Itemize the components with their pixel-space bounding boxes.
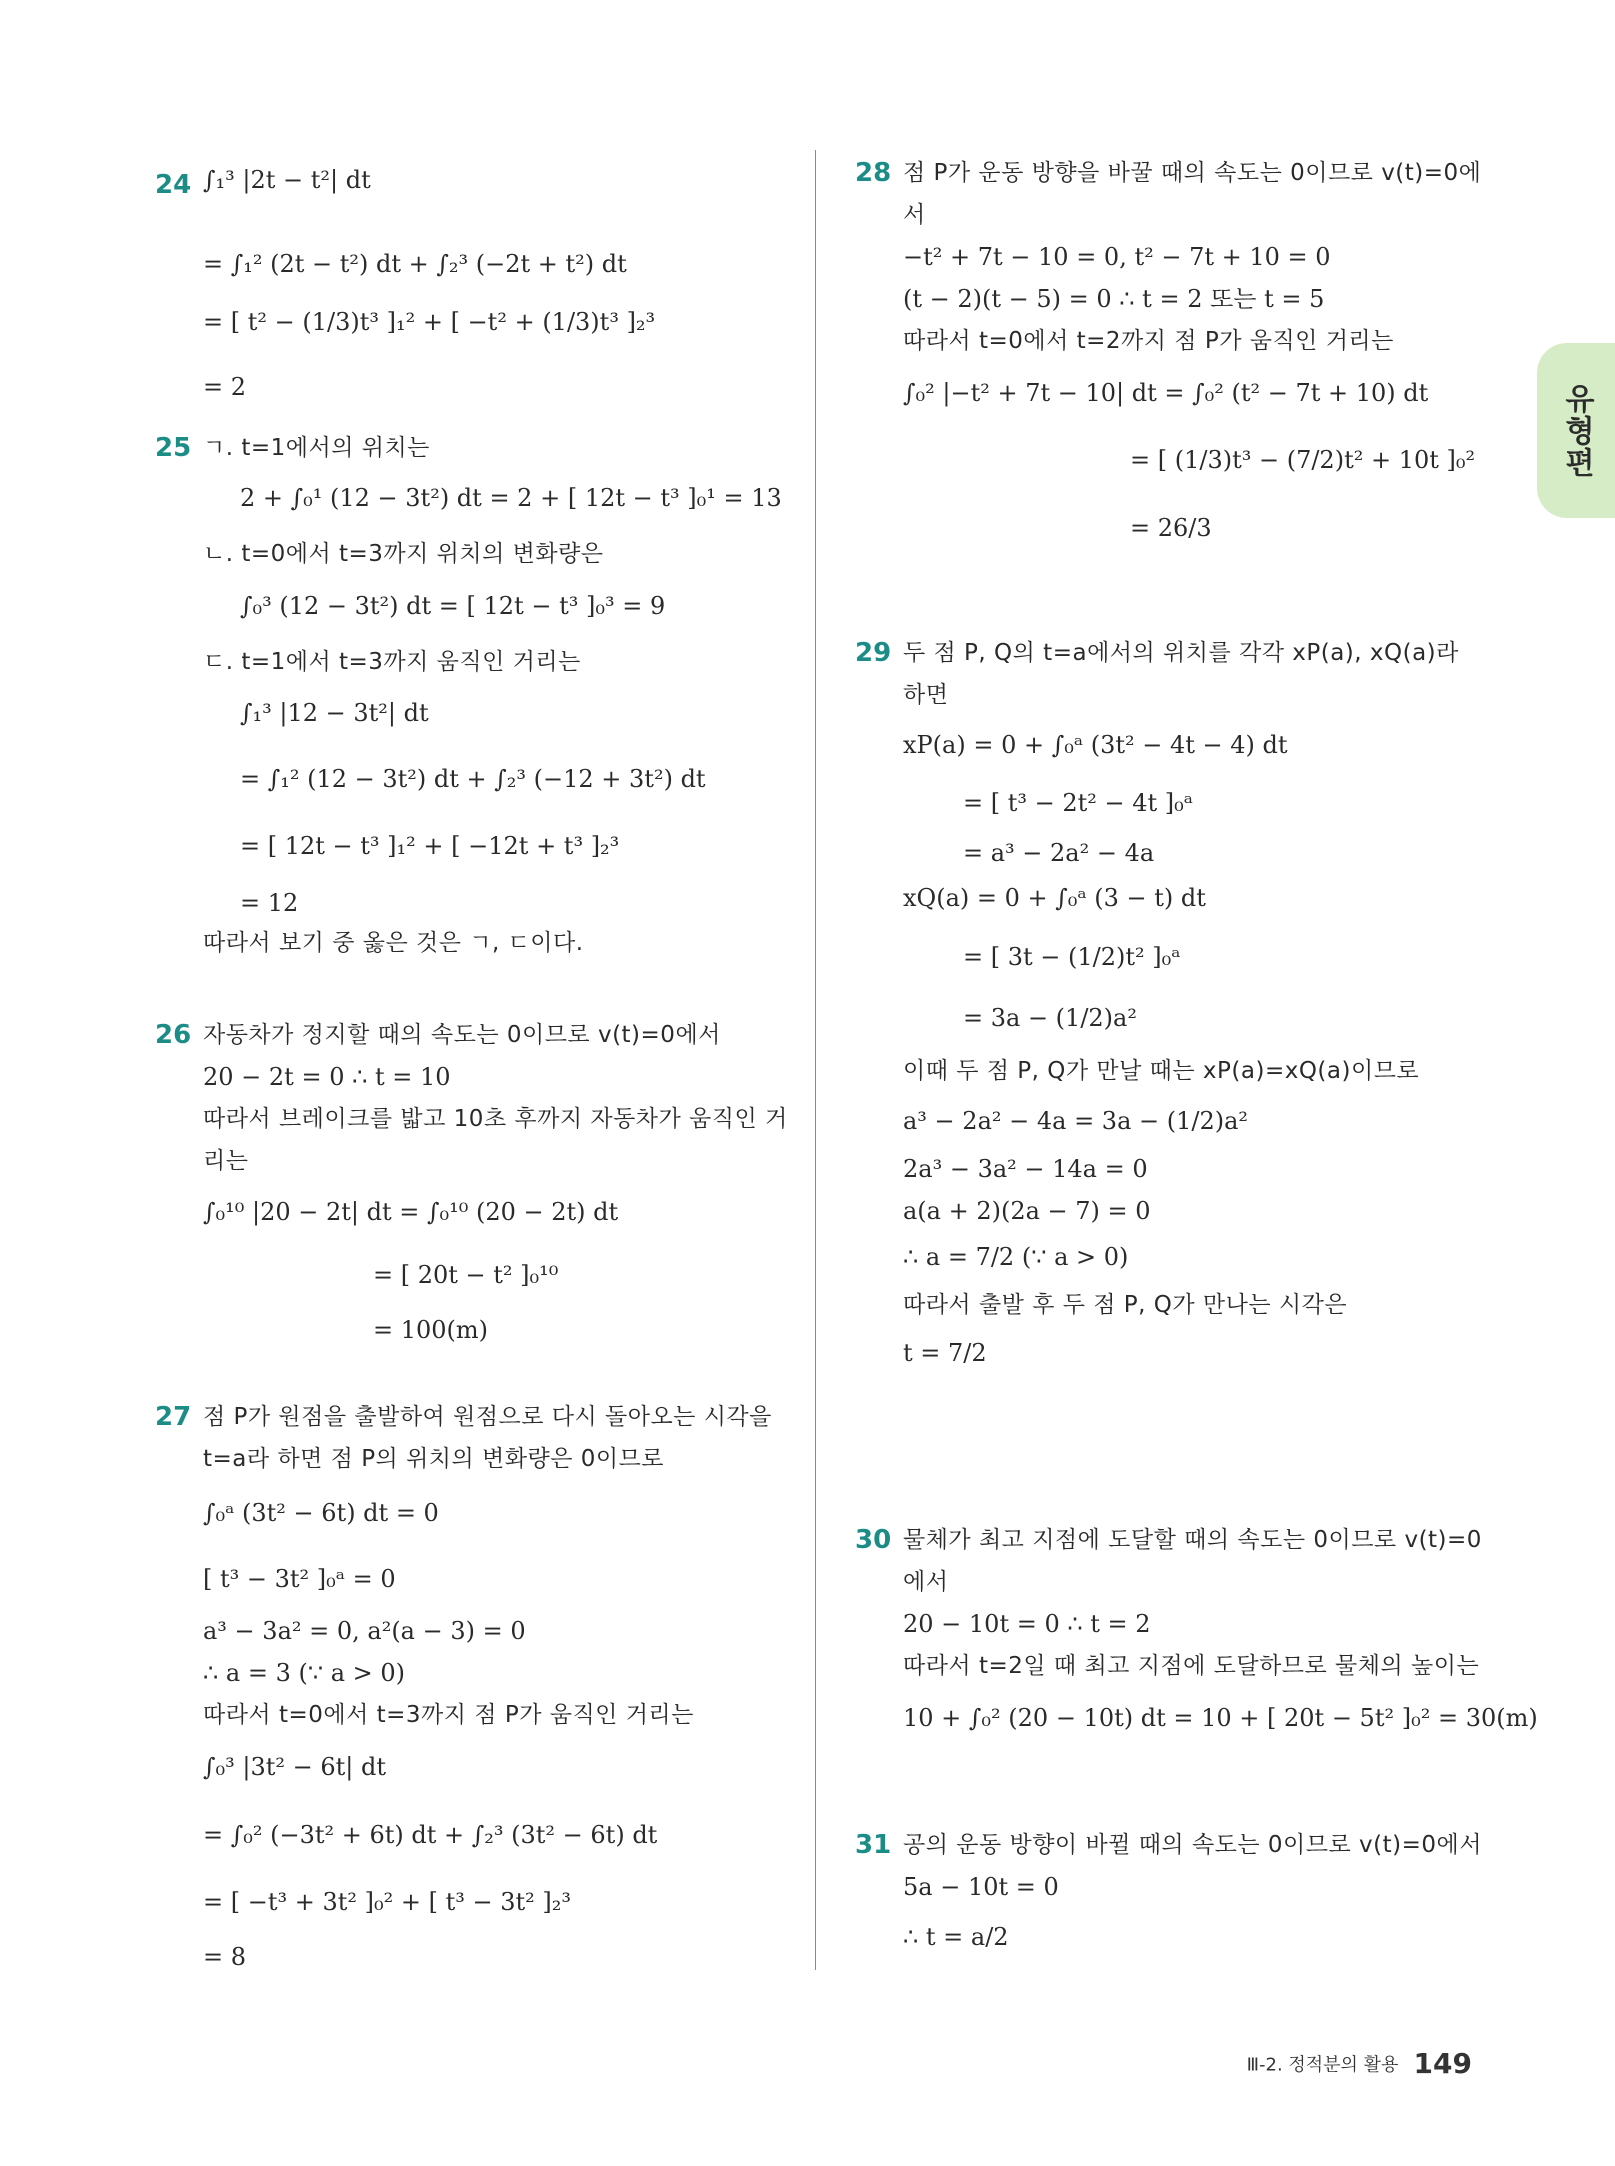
solution-line: t=a라 하면 점 P의 위치의 변화량은 0이므로 bbox=[203, 1446, 665, 1472]
section-side-tab bbox=[1537, 343, 1615, 518]
solution-line: 이때 두 점 P, Q가 만날 때는 xP(a)=xQ(a)이므로 bbox=[903, 1058, 1420, 1084]
solution-line: ∫₁³ |2t − t²| dt bbox=[203, 166, 371, 194]
solution-line: ∫₀ᵃ (3t² − 6t) dt = 0 bbox=[203, 1499, 439, 1527]
problem-number: 25 bbox=[155, 433, 192, 463]
solution-line: t = 7/2 bbox=[903, 1339, 987, 1367]
page-number: 149 bbox=[1413, 2047, 1472, 2080]
problem-number: 27 bbox=[155, 1402, 192, 1432]
page-footer bbox=[1247, 2047, 1472, 2080]
solution-line: 따라서 보기 중 옳은 것은 ㄱ, ㄷ이다. bbox=[203, 930, 584, 956]
solution-line: = 8 bbox=[203, 1943, 247, 1971]
solution-line: 10 + ∫₀² (20 − 10t) dt = 10 + [ 20t − 5t² ]₀² = 30(m) bbox=[903, 1704, 1538, 1732]
solution-line: ∫₀¹⁰ |20 − 2t| dt = ∫₀¹⁰ (20 − 2t) dt bbox=[203, 1198, 619, 1226]
solution-line: 따라서 t=0에서 t=3까지 점 P가 움직인 거리는 bbox=[203, 1702, 694, 1728]
solution-line: 하면 bbox=[903, 682, 949, 708]
solution-line: = [ 20t − t² ]₀¹⁰ bbox=[373, 1261, 559, 1289]
solution-line: 2 + ∫₀¹ (12 − 3t²) dt = 2 + [ 12t − t³ ]₀¹ = 13 bbox=[240, 484, 782, 512]
solution-line: 점 P가 원점을 출발하여 원점으로 다시 돌아오는 시각을 bbox=[203, 1404, 772, 1430]
solution-line: 2a³ − 3a² − 14a = 0 bbox=[903, 1155, 1148, 1183]
solution-line: 20 − 2t = 0 ∴ t = 10 bbox=[203, 1063, 451, 1091]
solution-line: ∫₀² |−t² + 7t − 10| dt = ∫₀² (t² − 7t + 10) dt bbox=[903, 379, 1429, 407]
solution-line: 따라서 t=0에서 t=2까지 점 P가 움직인 거리는 bbox=[903, 328, 1394, 354]
solution-line: = [ −t³ + 3t² ]₀² + [ t³ − 3t² ]₂³ bbox=[203, 1888, 572, 1916]
solution-line: ㄴ. t=0에서 t=3까지 위치의 변화량은 bbox=[203, 541, 604, 567]
solution-line: ∫₁³ |12 − 3t²| dt bbox=[240, 699, 429, 727]
solution-line: 에서 bbox=[903, 1569, 949, 1595]
solution-line: a(a + 2)(2a − 7) = 0 bbox=[903, 1197, 1151, 1225]
solution-line: = 100(m) bbox=[373, 1316, 489, 1344]
solution-line: 따라서 출발 후 두 점 P, Q가 만나는 시각은 bbox=[903, 1292, 1348, 1318]
solution-line: = ∫₀² (−3t² + 6t) dt + ∫₂³ (3t² − 6t) dt bbox=[203, 1821, 658, 1849]
solution-line: 따라서 t=2일 때 최고 지점에 도달하므로 물체의 높이는 bbox=[903, 1653, 1480, 1679]
solution-line: 20 − 10t = 0 ∴ t = 2 bbox=[903, 1610, 1151, 1638]
solution-line: a³ − 2a² − 4a = 3a − (1/2)a² bbox=[903, 1107, 1249, 1135]
solution-line: ∫₀³ |3t² − 6t| dt bbox=[203, 1753, 386, 1781]
solution-line: = ∫₁² (12 − 3t²) dt + ∫₂³ (−12 + 3t²) dt bbox=[240, 765, 706, 793]
column-divider bbox=[815, 150, 816, 1970]
section-label: Ⅲ-2. 정적분의 활용 bbox=[1246, 2054, 1399, 2076]
solution-line: (t − 2)(t − 5) = 0 ∴ t = 2 또는 t = 5 bbox=[903, 285, 1325, 313]
solution-line: = [ (1/3)t³ − (7/2)t² + 10t ]₀² bbox=[1130, 446, 1476, 474]
solution-line: = ∫₁² (2t − t²) dt + ∫₂³ (−2t + t²) dt bbox=[203, 250, 627, 278]
solution-line: 자동차가 정지할 때의 속도는 0이므로 v(t)=0에서 bbox=[203, 1022, 721, 1048]
solution-line: = 12 bbox=[240, 889, 299, 917]
solution-line: ∴ a = 3 (∵ a > 0) bbox=[203, 1659, 406, 1687]
problem-number: 31 bbox=[855, 1830, 892, 1860]
solution-line: ㄷ. t=1에서 t=3까지 움직인 거리는 bbox=[203, 649, 581, 675]
solution-line: xP(a) = 0 + ∫₀ᵃ (3t² − 4t − 4) dt bbox=[903, 731, 1288, 759]
solution-line: 물체가 최고 지점에 도달할 때의 속도는 0이므로 v(t)=0 bbox=[903, 1527, 1482, 1553]
problem-number: 29 bbox=[855, 638, 892, 668]
solution-line: ∴ t = a/2 bbox=[903, 1923, 1009, 1951]
solution-line: = a³ − 2a² − 4a bbox=[963, 839, 1155, 867]
solution-line: 공의 운동 방향이 바뀔 때의 속도는 0이므로 v(t)=0에서 bbox=[903, 1832, 1482, 1858]
solution-line: a³ − 3a² = 0, a²(a − 3) = 0 bbox=[203, 1617, 526, 1645]
solution-line: [ t³ − 3t² ]₀ᵃ = 0 bbox=[203, 1565, 396, 1593]
solution-line: ㄱ. t=1에서의 위치는 bbox=[203, 435, 430, 461]
solution-line: 리는 bbox=[203, 1148, 249, 1174]
solution-line: = [ t² − (1/3)t³ ]₁² + [ −t² + (1/3)t³ ]₂³ bbox=[203, 308, 656, 336]
solution-line: 점 P가 운동 방향을 바꿀 때의 속도는 0이므로 v(t)=0에 bbox=[903, 160, 1482, 186]
solution-line: 5a − 10t = 0 bbox=[903, 1873, 1059, 1901]
solution-line: = [ t³ − 2t² − 4t ]₀ᵃ bbox=[963, 789, 1194, 817]
solution-line: = 2 bbox=[203, 373, 247, 401]
solution-line: 따라서 브레이크를 밟고 10초 후까지 자동차가 움직인 거 bbox=[203, 1106, 788, 1132]
solution-line: 서 bbox=[903, 202, 926, 228]
solution-line: ∴ a = 7/2 (∵ a > 0) bbox=[903, 1243, 1129, 1271]
solution-line: xQ(a) = 0 + ∫₀ᵃ (3 − t) dt bbox=[903, 884, 1206, 912]
solution-line: = [ 12t − t³ ]₁² + [ −12t + t³ ]₂³ bbox=[240, 832, 620, 860]
problem-number: 26 bbox=[155, 1020, 192, 1050]
problem-number: 24 bbox=[155, 170, 192, 200]
solution-line: −t² + 7t − 10 = 0, t² − 7t + 10 = 0 bbox=[903, 243, 1331, 271]
problem-number: 28 bbox=[855, 158, 892, 188]
problem-number: 30 bbox=[855, 1525, 892, 1555]
side-tab-label: 유형편 bbox=[1559, 382, 1594, 479]
solution-line: = 26/3 bbox=[1130, 514, 1212, 542]
solution-line: ∫₀³ (12 − 3t²) dt = [ 12t − t³ ]₀³ = 9 bbox=[240, 592, 666, 620]
solution-line: = 3a − (1/2)a² bbox=[963, 1004, 1137, 1032]
solution-line: 두 점 P, Q의 t=a에서의 위치를 각각 xP(a), xQ(a)라 bbox=[903, 640, 1459, 666]
solution-line: = [ 3t − (1/2)t² ]₀ᵃ bbox=[963, 943, 1181, 971]
